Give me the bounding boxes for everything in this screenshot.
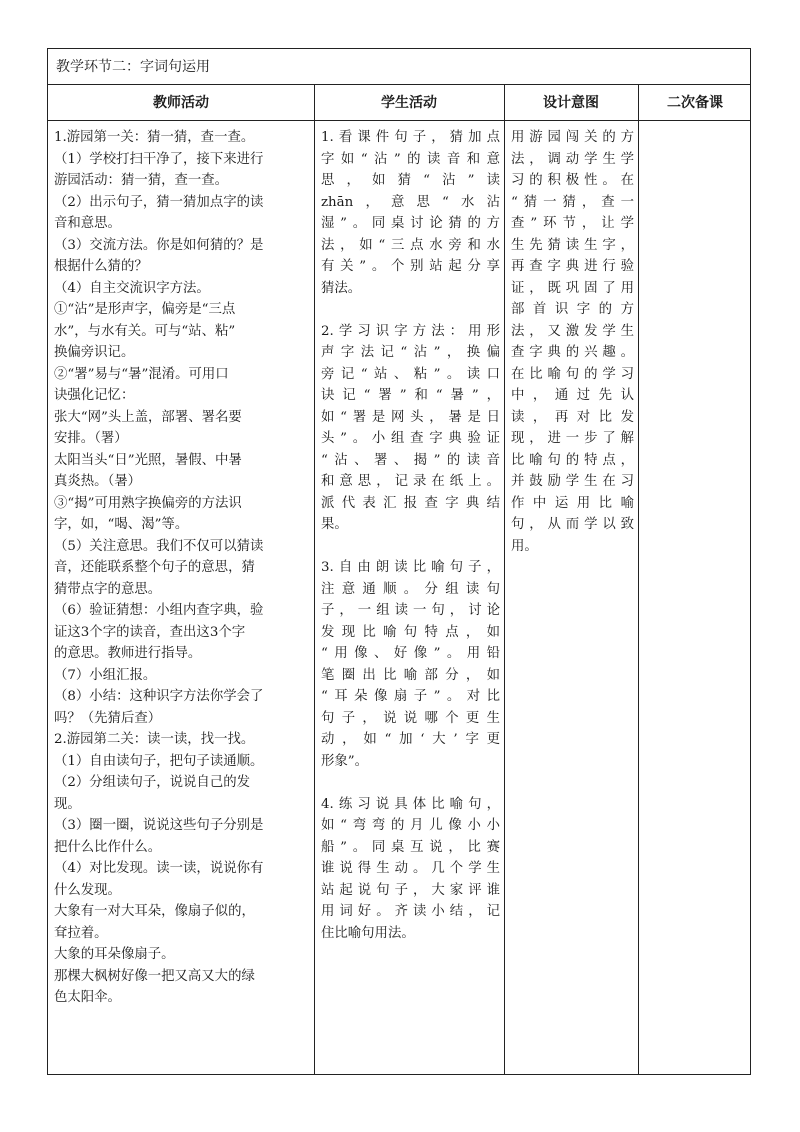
text-line: 有关”。个别站起分享 [321,259,500,274]
student-activity-cell [315,121,504,1074]
text-line [321,772,500,794]
text-line: 3.自由朗读比喻句子， [321,560,500,575]
text-line: ①“沾”是形声字，偏旁是“三点 [54,302,236,317]
text-line: 谁说得生动。几个学生 [321,861,500,876]
text-line: 色太阳伞。 [54,990,121,1005]
text-line: 查”环节，让学 [511,216,634,231]
text-line: 作中运用比喻 [511,495,634,511]
text-line: 头”。小组查字典验证 [321,431,500,446]
text-line: 猜带点字的意思。 [54,581,162,597]
text-line: 声字法记“沾”，换偏 [321,345,500,360]
text-line: 笔圈出比喻部分，如 [321,667,500,683]
text-line: 字，如，“喝、渴”等。 [54,517,189,532]
text-line: 注意通顺。分组读句 [321,581,500,597]
text-line: 安排。（署） [54,431,128,446]
text-line: 形象”。 [321,753,369,769]
text-line: 水”，与水有关。可与“站、粘” [54,323,236,339]
design-intent-cell [505,121,638,1074]
text-line: 把什么比作什么。 [54,839,162,855]
text-line: 现。 [54,796,81,812]
text-line: 比喻句的特点， [511,452,634,468]
text-line: 如“署是网头，暑是日 [321,409,500,425]
text-line: “猜一猜，查一 [511,194,634,210]
text-line: 证这3个字的读音，查出这3个字 [54,624,246,640]
text-line: 和意思，记录在纸上。 [321,474,500,489]
text-line: 大象有一对大耳朵，像扇子似的， [54,904,255,919]
teacher-activity-cell [48,121,314,1074]
text-line: 法，如“三点水旁和水 [321,237,500,253]
text-line: 住比喻句用法。 [321,925,415,941]
text-line: “耳朵像扇子”。对比 [321,689,500,704]
text-line: 生先猜读生字， [511,237,634,253]
text-line: 站起说句子，大家评谁 [321,882,500,898]
text-line: ③“揭”可用熟字换偏旁的方法识 [54,495,242,511]
text-line: 诀记“署”和“暑”， [321,388,500,403]
text-line: “沾、署、揭”的读音 [321,452,500,468]
text-line: 思，如猜“沾”读 [321,173,500,188]
text-line: 在比喻句的学习 [511,366,634,382]
text-line: （4）自主交流识字方法。 [54,280,210,296]
second-prep-cell [639,121,752,1074]
text-line: 4.练习说具体比喻句， [321,796,500,812]
text-line: ②“署”易与“暑”混淆。可用口 [54,366,229,382]
text-line: 张大“网”头上盖，部署、署名要 [54,409,242,425]
text-line: 2.游园第二关：读一读，找一找。 [54,732,255,747]
text-line: 现，进一步了解 [511,431,634,446]
section-title: 教学环节二：字词句运用 [48,49,750,85]
text-line: 字如“沾”的读音和意 [321,151,500,167]
text-line: 真炎热。（暑） [54,474,142,489]
text-line: 发现比喻句特点，如 [321,624,500,640]
text-line: 句，从而学以致 [511,517,634,532]
text-line: （2）分组读句子，说说自己的发 [54,775,250,790]
text-line: 句子，说说哪个更生 [321,710,500,726]
text-line: 耷拉着。 [54,925,108,941]
teacher-activity-header: 教师活动 [153,95,209,111]
design-intent-header: 设计意图 [543,95,599,111]
text-line: 法，调动学生学 [511,151,634,167]
text-line: 1.看课件句子，猜加点 [321,130,500,145]
text-line: 船”。同桌互说，比赛 [321,839,500,855]
second-prep-header: 二次备课 [667,95,723,111]
text-line: 动，如“加‘大’字更 [321,732,500,747]
text-line: 湿”。同桌讨论猜的方 [321,216,500,231]
text-line: 用。 [511,538,538,554]
text-line: 太阳当头“日”光照，暑假、中暑 [54,452,242,468]
text-line: 大象的耳朵像扇子。 [54,947,175,962]
text-line: 再查字典进行验 [511,259,634,274]
lesson-plan-table [47,48,751,1075]
text-line: 派代表汇报查字典结 [321,495,500,511]
text-line: （6）验证猜想：小组内查字典，验 [54,603,264,618]
text-line: （5）关注意思。我们不仅可以猜读 [54,538,264,554]
text-line: 根据什么猜的？ [54,259,148,274]
text-line: 用游园闯关的方 [511,130,634,145]
text-line: 诀强化记忆： [54,388,135,403]
text-line [321,299,500,321]
text-line: 子，一组读一句，讨论 [321,603,500,618]
text-line: 2.学习识字方法：用形 [321,323,500,339]
text-line: 的意思。教师进行指导。 [54,646,202,661]
text-line: （3）圈一圈，说说这些句子分别是 [54,818,264,833]
text-line [321,536,500,558]
text-line: 读，再对比发 [511,409,634,425]
text-line: 证，既巩固了用 [511,280,634,296]
text-line: 部首识字的方 [511,302,634,317]
text-line: 1.游园第一关：猜一猜，查一查。 [54,130,255,145]
text-line: 吗？（先猜后查） [54,710,162,726]
text-line: （7）小组汇报。 [54,667,157,683]
text-line: “用像、好像”。用铅 [321,646,500,661]
text-line: 并鼓励学生在习 [511,474,634,489]
text-line: （4）对比发现。读一读，说说你有 [54,861,264,876]
text-line: 换偏旁识记。 [54,345,135,360]
text-line: 什么发现。 [54,882,121,898]
text-line: 音和意思。 [54,216,121,231]
table-header-row [48,85,750,121]
text-line: 法，又激发学生 [511,323,634,339]
text-line: 查字典的兴趣。 [511,345,634,360]
text-line: 习的积极性。在 [511,173,634,188]
text-line: 旁记“站、粘”。读口 [321,366,500,382]
text-line: （1）学校打扫干净了，接下来进行 [54,151,264,167]
text-line: （8）小结：这种识字方法你学会了 [54,689,264,704]
text-line: 果。 [321,517,348,532]
text-line: 如“弯弯的月儿像小小 [321,818,500,833]
text-line: 用词好。齐读小结，记 [321,904,500,919]
text-line: 猜法。 [321,280,362,296]
text-line: （2）出示句子，猜一猜加点字的读 [54,194,264,210]
student-activity-header: 学生活动 [381,95,437,111]
text-line: （3）交流方法。你是如何猜的？是 [54,237,264,253]
text-line: zhān，意思“水沾 [321,194,500,210]
text-line: 音，还能联系整个句子的意思，猜 [54,560,255,575]
text-line: 那棵大枫树好像一把又高又大的绿 [54,968,255,984]
text-line: 游园活动：猜一猜，查一查。 [54,173,229,188]
text-line: 中，通过先认 [511,388,634,403]
text-line: （1）自由读句子，把句子读通顺。 [54,753,264,769]
